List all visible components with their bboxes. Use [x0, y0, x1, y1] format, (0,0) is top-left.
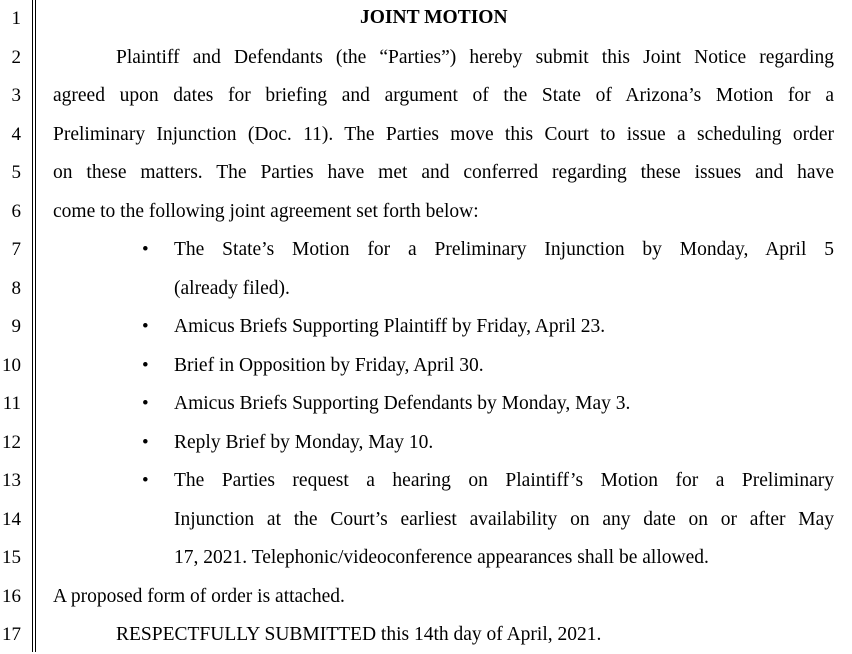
- line-number: 14: [2, 508, 21, 530]
- line-number: 5: [11, 162, 21, 183]
- pleading-line: [0, 77, 852, 115]
- bullet-text: The Parties request a hearing on Plaintiff’s Motion for a Preliminary: [174, 470, 834, 491]
- pleading-line: [0, 308, 852, 346]
- bullet-icon: •: [142, 393, 149, 414]
- pleading-line: [0, 578, 852, 616]
- pleading-line: [0, 424, 852, 462]
- line-number: 13: [2, 470, 21, 491]
- paragraph-line: agreed upon dates for briefing and argument of the State of Arizona’s Motion for a: [53, 85, 834, 106]
- line-number: 8: [11, 277, 21, 299]
- paragraph-line: Preliminary Injunction (Doc. 11). The Parties move this Court to issue a scheduling order: [53, 123, 834, 145]
- line-number: 6: [11, 200, 21, 222]
- pleading-line: [0, 539, 852, 577]
- bullet-icon: •: [142, 316, 149, 337]
- bullet-text: (already filed).: [174, 277, 290, 299]
- document-title: JOINT MOTION: [360, 7, 508, 28]
- bullet-text: Reply Brief by Monday, May 10.: [174, 431, 434, 453]
- line-number: 10: [2, 354, 21, 376]
- line-number: 11: [2, 393, 21, 414]
- paragraph-line: come to the following joint agreement set forth below:: [53, 200, 479, 222]
- pleading-line: [0, 270, 852, 308]
- bullet-icon: •: [142, 431, 149, 453]
- pleading-line: [0, 0, 852, 38]
- pleading-line: [0, 616, 852, 654]
- line-number: 15: [2, 547, 21, 568]
- bullet-icon: •: [142, 470, 149, 491]
- line-number: 2: [11, 46, 21, 68]
- bullet-text: 17, 2021. Telephonic/videoconference appearances shall be allowed.: [174, 547, 709, 568]
- line-number: 9: [11, 316, 21, 337]
- pleading-line: [0, 39, 852, 77]
- paragraph-line: Plaintiff and Defendants (the “Parties”) hereby submit this Joint Notice regarding: [116, 46, 834, 68]
- paragraph-line: on these matters. The Parties have met and conferred regarding these issues and have: [53, 162, 834, 183]
- pleading-line: [0, 193, 852, 231]
- line-number: 1: [11, 8, 21, 29]
- line-number: 4: [11, 123, 21, 145]
- line-number: 12: [2, 431, 21, 453]
- pleading-line: [0, 116, 852, 154]
- line-number: 3: [11, 85, 21, 106]
- pleading-line: [0, 501, 852, 539]
- bullet-text: Brief in Opposition by Friday, April 30.: [174, 354, 484, 376]
- bullet-text: Injunction at the Court’s earliest availability on any date on or after May: [174, 508, 834, 530]
- pleading-line: [0, 231, 852, 269]
- closing-sentence: A proposed form of order is attached.: [53, 585, 345, 607]
- bullet-text: The State’s Motion for a Preliminary Injunction by Monday, April 5: [174, 239, 834, 260]
- pleading-line: [0, 462, 852, 500]
- signature-line: RESPECTFULLY SUBMITTED this 14th day of April, 2021.: [116, 624, 602, 645]
- bullet-text: Amicus Briefs Supporting Plaintiff by Friday, April 23.: [174, 316, 606, 337]
- line-number: 17: [2, 624, 21, 645]
- line-number: 16: [2, 585, 21, 607]
- pleading-line: [0, 347, 852, 385]
- pleading-line: [0, 385, 852, 423]
- line-number: 7: [11, 239, 21, 260]
- bullet-icon: •: [142, 354, 149, 376]
- pleading-line: [0, 154, 852, 192]
- bullet-text: Amicus Briefs Supporting Defendants by Monday, May 3.: [174, 393, 631, 414]
- bullet-icon: •: [142, 239, 149, 260]
